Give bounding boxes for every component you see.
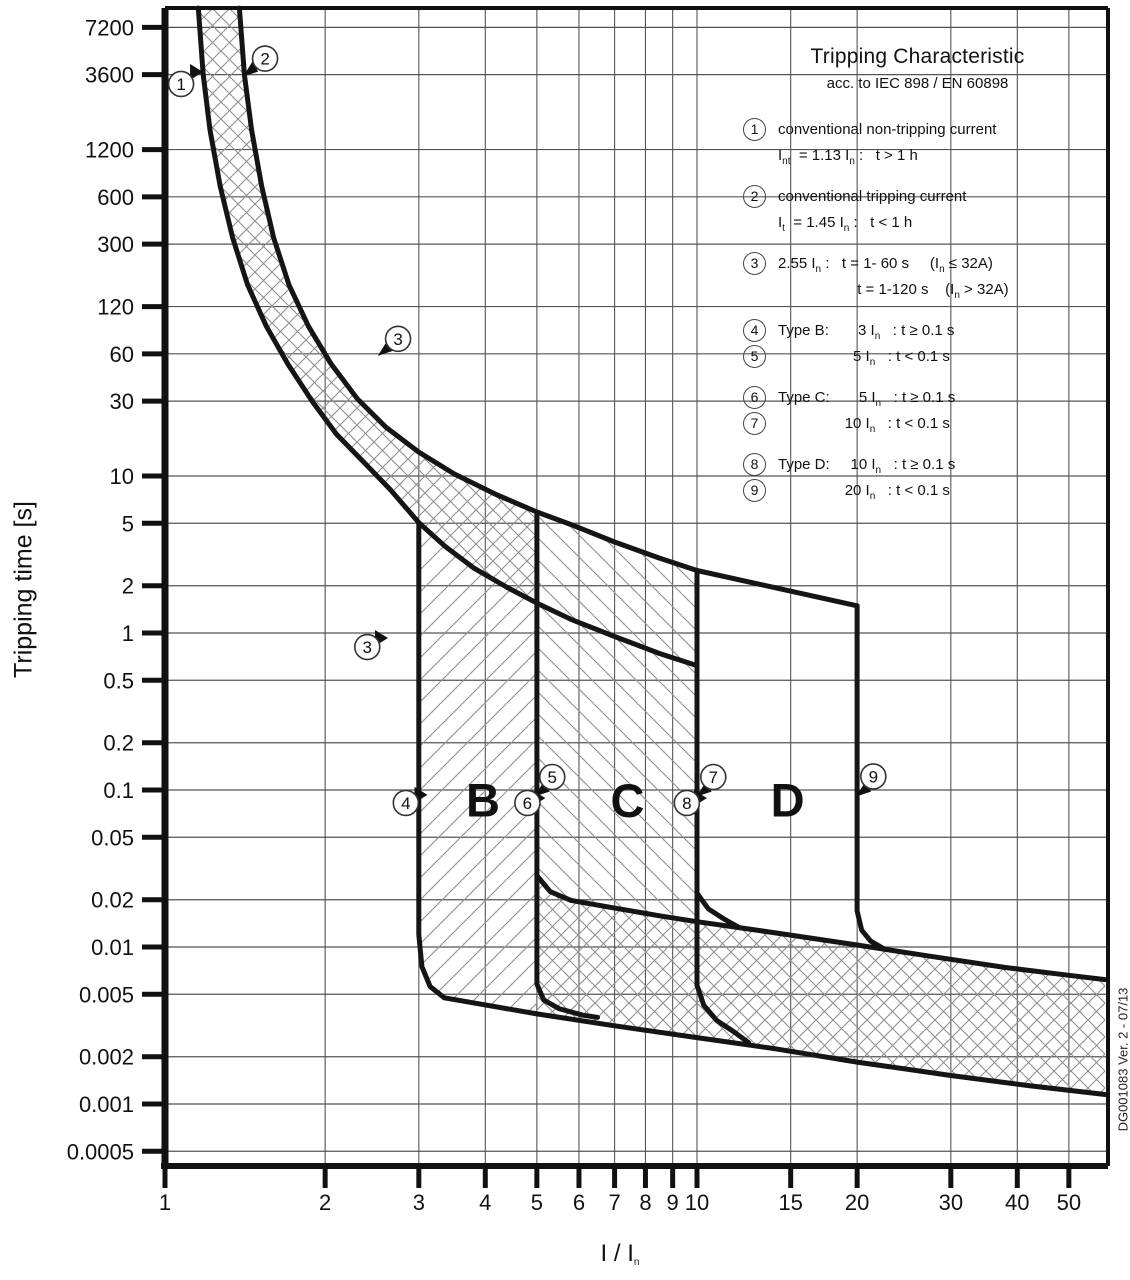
annotation-number-8: 8 <box>682 793 692 813</box>
x-tick-label-50: 50 <box>1056 1190 1082 1215</box>
y-tick-label-7200: 7200 <box>85 15 134 41</box>
note-text: 20 $I_n$ : t < 0.1 s <box>778 482 950 502</box>
note-circle-spacer <box>743 211 766 234</box>
note-text: Type C: 5 $I_n$ : t ≥ 0.1 s <box>778 389 956 409</box>
y-tick-label-2: 2 <box>121 573 134 599</box>
note-row <box>743 345 1110 369</box>
note-circle-2: 2 <box>743 185 766 208</box>
subscript: n <box>633 1257 640 1268</box>
note-row <box>743 479 1110 503</box>
note-text: 10 $I_n$ : t < 0.1 s <box>778 415 950 435</box>
x-tick-label-1: 1 <box>158 1190 172 1215</box>
document-id-watermark: DG001083 Ver. 2 - 07/13 <box>1115 987 1130 1132</box>
subscript: n <box>954 290 960 301</box>
subscript: n <box>815 264 822 275</box>
note-text: Type B: 3 $I_n$ : t ≥ 0.1 s <box>778 322 955 342</box>
note-row <box>743 386 1110 410</box>
x-tick-label-40: 40 <box>1005 1190 1030 1215</box>
note-text: $I_t = 1.45$ $I_n$ : t < 1 h <box>778 214 913 234</box>
subscript: n <box>869 491 876 502</box>
note-circle-8: 8 <box>743 453 766 476</box>
y-tick-label-300: 300 <box>97 232 134 258</box>
note-circle-4: 4 <box>743 319 766 342</box>
note-row <box>743 144 1110 168</box>
note-circle-spacer <box>743 278 766 301</box>
subscript: n <box>869 357 876 368</box>
x-tick-label-10: 10 <box>684 1190 710 1215</box>
x-tick-label-20: 20 <box>844 1190 870 1215</box>
legend-subtitle: acc. to IEC 898 / EN 60898 <box>826 75 1009 92</box>
x-tick-label-3: 3 <box>412 1190 425 1215</box>
subscript: n <box>869 424 876 435</box>
annotation-number-2: 2 <box>260 49 270 69</box>
note-text: Type D: 10 $I_n$ : t ≥ 0.1 s <box>778 456 956 476</box>
note-row <box>743 453 1110 477</box>
x-tick-label-6: 6 <box>572 1190 586 1215</box>
annotation-number-5: 5 <box>547 768 558 788</box>
note-circle-5: 5 <box>743 345 766 368</box>
x-tick-label-15: 15 <box>778 1190 803 1215</box>
y-tick-label-1: 1 <box>121 621 134 646</box>
x-tick-label-5: 5 <box>530 1190 543 1215</box>
y-tick-label-600: 600 <box>97 184 134 210</box>
note-circle-1: 1 <box>743 118 766 141</box>
region-label-B: B <box>465 773 500 827</box>
y-tick-label-30: 30 <box>109 389 134 415</box>
note-circle-6: 6 <box>743 386 766 409</box>
note-text: t = 1-120 s $(I_n > 32A)$ <box>778 281 1009 301</box>
annotation-number-3: 3 <box>362 638 373 658</box>
y-tick-label-0.02: 0.02 <box>91 887 134 913</box>
note-text: $I_{nt} = 1.13$ $I_n$ : t > 1 h <box>778 147 918 167</box>
annotation-number-7: 7 <box>708 768 719 788</box>
note-row <box>743 211 1110 235</box>
region-label-C: C <box>610 773 645 827</box>
y-axis-title: Tripping time [s] <box>9 501 38 678</box>
x-tick-label-8: 8 <box>639 1190 652 1215</box>
y-tick-label-10: 10 <box>109 464 134 489</box>
x-tick-label-2: 2 <box>319 1190 332 1215</box>
note-text: 2.55 $I_n$ : t = 1- 60 s $(I_n \le 32A)$ <box>778 255 993 275</box>
note-row <box>743 319 1110 343</box>
annotation-number-6: 6 <box>522 793 533 813</box>
x-tick-label-30: 30 <box>938 1190 964 1215</box>
note-circle-3: 3 <box>743 252 766 275</box>
subscript: t <box>782 223 785 234</box>
type-c-region <box>537 512 697 922</box>
x-tick-label-9: 9 <box>666 1190 679 1215</box>
y-tick-label-0.05: 0.05 <box>91 825 134 851</box>
y-tick-label-0.2: 0.2 <box>103 730 134 756</box>
subscript: n <box>939 264 945 275</box>
note-circle-7: 7 <box>743 412 766 435</box>
note-row <box>743 412 1110 436</box>
note-row <box>743 278 1110 302</box>
note-text: conventional non-tripping current <box>778 121 997 138</box>
note-text: 5 $I_n$ : t < 0.1 s <box>778 348 950 368</box>
legend-notes <box>725 118 1110 503</box>
y-tick-label-3600: 3600 <box>85 62 134 88</box>
y-tick-label-0.0005: 0.0005 <box>66 1139 134 1165</box>
y-tick-label-0.005: 0.005 <box>78 982 134 1008</box>
subscript: n <box>875 398 882 409</box>
y-tick-label-0.001: 0.001 <box>78 1092 134 1117</box>
annotation-number-9: 9 <box>868 767 879 787</box>
legend-title: Tripping Characteristic <box>810 45 1025 68</box>
y-tick-label-0.5: 0.5 <box>103 668 134 694</box>
y-tick-label-5: 5 <box>121 511 134 537</box>
region-label-D: D <box>770 773 805 827</box>
y-tick-label-0.1: 0.1 <box>103 778 134 803</box>
note-circle-spacer <box>743 144 766 167</box>
annotation-number-4: 4 <box>401 793 411 813</box>
x-axis-title: I / $I_n$ <box>600 1240 640 1268</box>
subscript: n <box>874 331 881 342</box>
x-tick-label-7: 7 <box>608 1190 621 1215</box>
annotation-number-3: 3 <box>393 329 403 349</box>
y-tick-label-120: 120 <box>97 294 134 320</box>
y-tick-label-0.01: 0.01 <box>91 935 134 960</box>
note-circle-9: 9 <box>743 479 766 502</box>
y-tick-label-0.002: 0.002 <box>78 1044 134 1070</box>
note-row <box>743 185 1110 209</box>
note-row <box>743 252 1110 276</box>
y-tick-label-60: 60 <box>109 341 134 367</box>
note-row <box>743 118 1110 142</box>
curve-d-top <box>697 571 857 606</box>
x-tick-label-4: 4 <box>479 1190 492 1215</box>
subscript: n <box>843 223 850 234</box>
y-tick-label-1200: 1200 <box>85 137 134 163</box>
annotation-number-1: 1 <box>176 74 186 94</box>
note-text: conventional tripping current <box>778 188 967 205</box>
subscript: n <box>875 465 882 476</box>
subscript: n <box>849 156 855 167</box>
legend-panel <box>725 45 1110 505</box>
subscript: nt <box>782 156 791 167</box>
